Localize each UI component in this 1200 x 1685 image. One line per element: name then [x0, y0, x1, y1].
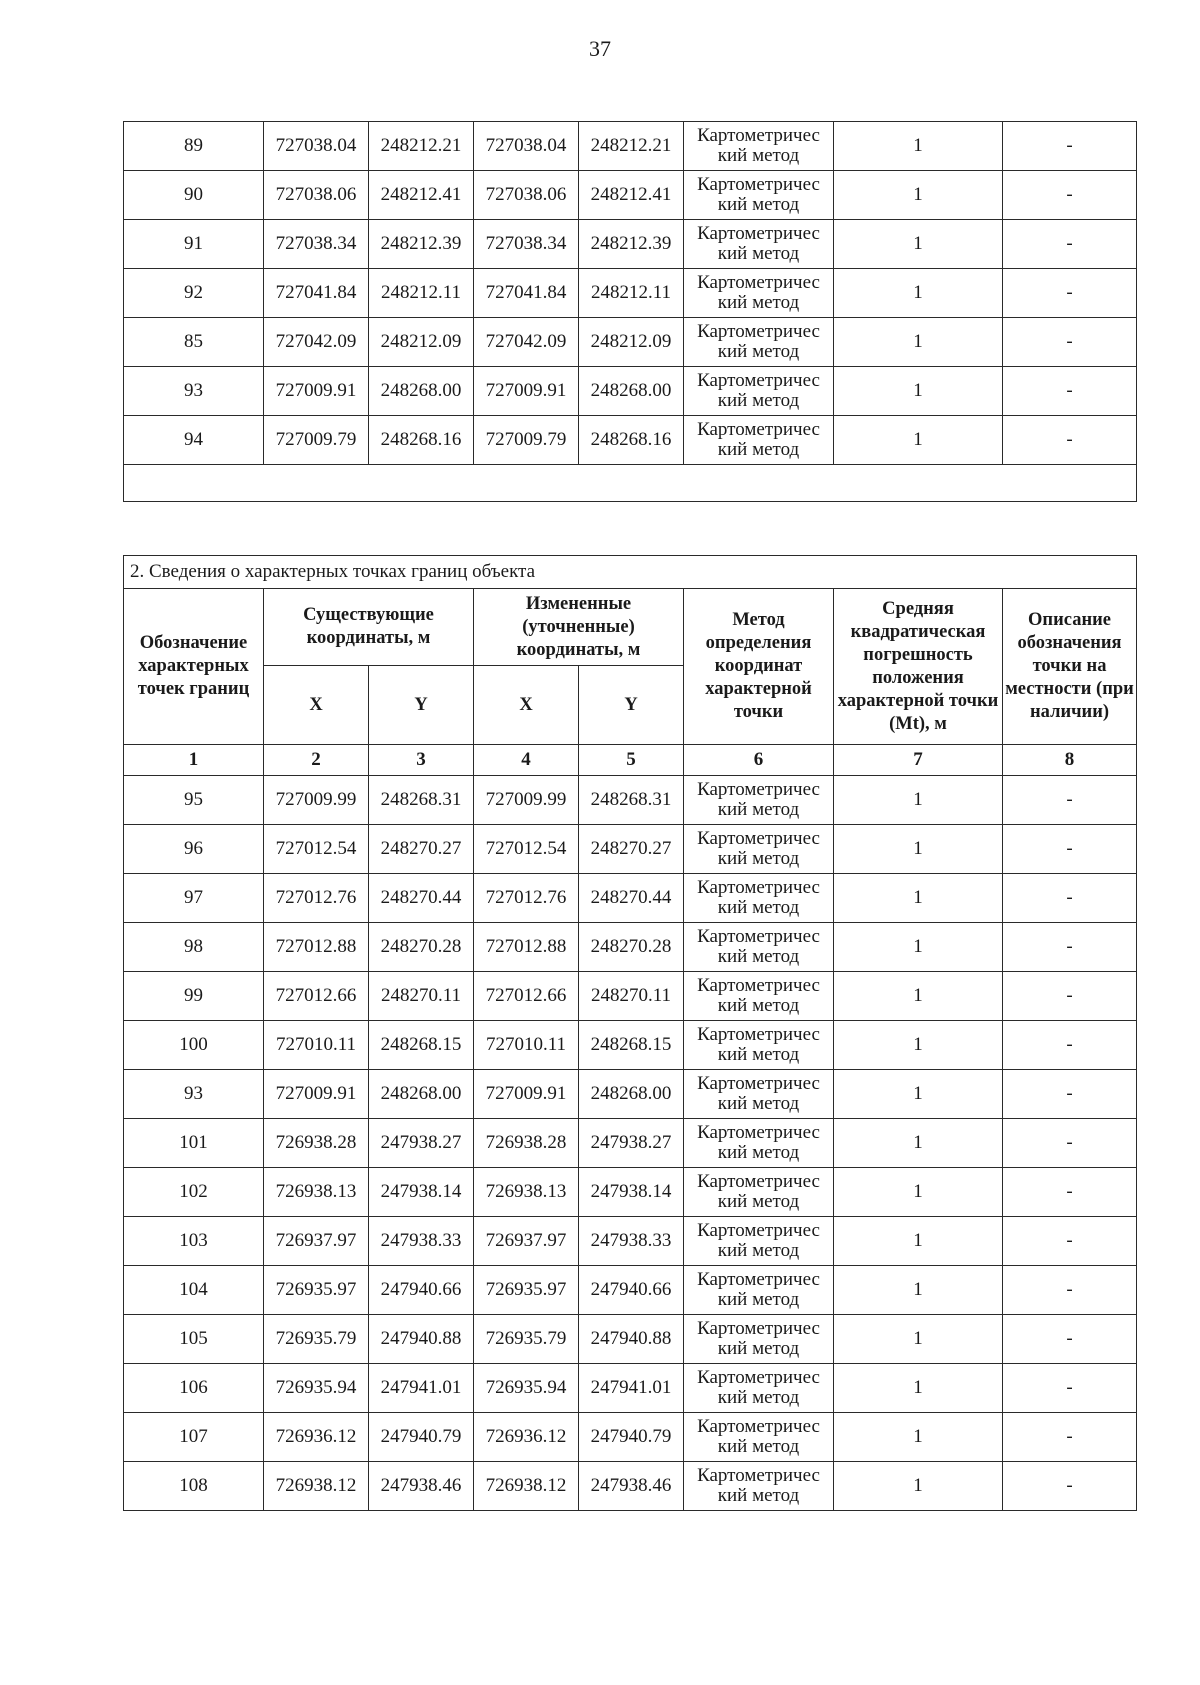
cell-method — [684, 1217, 834, 1266]
cell-changed-x: 727009.91 — [474, 1070, 579, 1119]
cell-method — [684, 269, 834, 318]
table-row — [124, 1070, 1137, 1119]
cell-description: - — [1003, 825, 1137, 874]
method-line: кий метод — [717, 1289, 800, 1310]
cell-changed-x: 726935.97 — [474, 1266, 579, 1315]
cell-existing-y: 248270.28 — [369, 923, 474, 972]
cell-description: - — [1003, 171, 1137, 220]
header-existing-y: Y — [369, 666, 474, 745]
cell-point: 108 — [124, 1462, 264, 1511]
cell-changed-y: 247940.88 — [579, 1315, 684, 1364]
table-row — [124, 776, 1137, 825]
method-line: кий метод — [717, 1485, 800, 1506]
cell-point: 102 — [124, 1168, 264, 1217]
cell-existing-y: 247941.01 — [369, 1364, 474, 1413]
top-table-body — [124, 122, 1137, 502]
method-line: Картометричес — [697, 1220, 820, 1241]
method-line: Картометричес — [697, 1318, 820, 1339]
cell-changed-x: 726938.28 — [474, 1119, 579, 1168]
cell-description: - — [1003, 1021, 1137, 1070]
cell-changed-x: 726937.97 — [474, 1217, 579, 1266]
cell-existing-x: 727009.91 — [264, 1070, 369, 1119]
cell-description: - — [1003, 776, 1137, 825]
method-line: кий метод — [717, 1142, 800, 1163]
cell-point: 93 — [124, 367, 264, 416]
cell-description: - — [1003, 1119, 1137, 1168]
column-number: 4 — [474, 745, 579, 776]
cell-description: - — [1003, 269, 1137, 318]
cell-changed-y: 247938.46 — [579, 1462, 684, 1511]
cell-method — [684, 1119, 834, 1168]
table-row — [124, 1462, 1137, 1511]
cell-existing-x: 727009.91 — [264, 367, 369, 416]
cell-changed-y: 247940.79 — [579, 1413, 684, 1462]
table-row — [124, 1168, 1137, 1217]
cell-mean-error: 1 — [834, 1070, 1003, 1119]
cell-existing-x: 727042.09 — [264, 318, 369, 367]
cell-mean-error: 1 — [834, 972, 1003, 1021]
method-line: Картометричес — [697, 223, 820, 244]
table-row — [124, 171, 1137, 220]
cell-changed-x: 727009.91 — [474, 367, 579, 416]
column-number-row — [124, 745, 1137, 776]
cell-description: - — [1003, 1413, 1137, 1462]
cell-existing-x: 727010.11 — [264, 1021, 369, 1070]
cell-existing-y: 248212.39 — [369, 220, 474, 269]
method-line: Картометричес — [697, 370, 820, 391]
method-line: Картометричес — [697, 779, 820, 800]
cell-existing-y: 248270.11 — [369, 972, 474, 1021]
method-line: Картометричес — [697, 1269, 820, 1290]
column-number: 6 — [684, 745, 834, 776]
cell-mean-error: 1 — [834, 1413, 1003, 1462]
method-line: Картометричес — [697, 1465, 820, 1486]
method-line: кий метод — [717, 1338, 800, 1359]
table-row — [124, 825, 1137, 874]
method-line: кий метод — [717, 1093, 800, 1114]
method-line: кий метод — [717, 1240, 800, 1261]
cell-existing-y: 247938.27 — [369, 1119, 474, 1168]
cell-existing-y: 247938.33 — [369, 1217, 474, 1266]
cell-existing-y: 247938.46 — [369, 1462, 474, 1511]
cell-point: 91 — [124, 220, 264, 269]
cell-mean-error: 1 — [834, 776, 1003, 825]
cell-mean-error: 1 — [834, 874, 1003, 923]
cell-existing-x: 727009.79 — [264, 416, 369, 465]
cell-changed-x: 727012.54 — [474, 825, 579, 874]
table-row — [124, 1217, 1137, 1266]
cell-existing-y: 248212.09 — [369, 318, 474, 367]
cell-existing-x: 727012.88 — [264, 923, 369, 972]
cell-existing-y: 248268.00 — [369, 367, 474, 416]
header-point-designation: Обозначение характерных точек границ — [124, 589, 264, 745]
cell-changed-x: 727010.11 — [474, 1021, 579, 1070]
cell-method — [684, 416, 834, 465]
cell-existing-x: 726938.13 — [264, 1168, 369, 1217]
cell-changed-y: 248270.27 — [579, 825, 684, 874]
table-row — [124, 1119, 1137, 1168]
cell-point: 103 — [124, 1217, 264, 1266]
cell-existing-x: 726936.12 — [264, 1413, 369, 1462]
cell-point: 95 — [124, 776, 264, 825]
cell-existing-y: 247940.88 — [369, 1315, 474, 1364]
cell-existing-x: 727012.54 — [264, 825, 369, 874]
method-line: Картометричес — [697, 975, 820, 996]
cell-point: 96 — [124, 825, 264, 874]
table-row — [124, 220, 1137, 269]
cell-existing-x: 727009.99 — [264, 776, 369, 825]
cell-changed-x: 727038.04 — [474, 122, 579, 171]
table-row — [124, 416, 1137, 465]
cell-mean-error: 1 — [834, 1462, 1003, 1511]
column-number: 5 — [579, 745, 684, 776]
method-line: кий метод — [717, 1044, 800, 1065]
cell-method — [684, 367, 834, 416]
cell-existing-y: 247938.14 — [369, 1168, 474, 1217]
method-line: Картометричес — [697, 926, 820, 947]
cell-changed-y: 247938.27 — [579, 1119, 684, 1168]
cell-method — [684, 776, 834, 825]
method-line: Картометричес — [697, 419, 820, 440]
cell-changed-y: 248270.11 — [579, 972, 684, 1021]
table-row — [124, 972, 1137, 1021]
cell-changed-y: 248212.41 — [579, 171, 684, 220]
method-line: кий метод — [717, 848, 800, 869]
method-line: кий метод — [717, 897, 800, 918]
cell-changed-y: 247940.66 — [579, 1266, 684, 1315]
table-header — [124, 556, 1137, 776]
method-line: Картометричес — [697, 125, 820, 146]
header-method: Метод определения координат характерной точки — [684, 589, 834, 745]
cell-mean-error: 1 — [834, 1168, 1003, 1217]
empty-cell — [124, 465, 1137, 502]
column-number: 8 — [1003, 745, 1137, 776]
cell-point: 99 — [124, 972, 264, 1021]
cell-point: 104 — [124, 1266, 264, 1315]
cell-existing-y: 247940.66 — [369, 1266, 474, 1315]
cell-method — [684, 171, 834, 220]
cell-description: - — [1003, 972, 1137, 1021]
cell-point: 98 — [124, 923, 264, 972]
cell-existing-x: 727038.34 — [264, 220, 369, 269]
cell-point: 89 — [124, 122, 264, 171]
cell-changed-x: 727038.34 — [474, 220, 579, 269]
cell-method — [684, 1168, 834, 1217]
cell-changed-y: 248270.44 — [579, 874, 684, 923]
table-row — [124, 1266, 1137, 1315]
cell-changed-y: 248268.00 — [579, 367, 684, 416]
method-line: Картометричес — [697, 272, 820, 293]
cell-existing-y: 248268.16 — [369, 416, 474, 465]
cell-method — [684, 1364, 834, 1413]
table-row — [124, 1413, 1137, 1462]
method-line: кий метод — [717, 194, 800, 215]
cell-description: - — [1003, 1315, 1137, 1364]
cell-method — [684, 874, 834, 923]
method-line: Картометричес — [697, 1073, 820, 1094]
method-line: кий метод — [717, 341, 800, 362]
method-line: кий метод — [717, 292, 800, 313]
cell-mean-error: 1 — [834, 1364, 1003, 1413]
header-mean-error: Средняя квадратическая погрешность положения характерной точки (Mt), м — [834, 589, 1003, 745]
method-line: кий метод — [717, 1191, 800, 1212]
cell-changed-y: 248268.16 — [579, 416, 684, 465]
cell-method — [684, 1021, 834, 1070]
cell-point: 107 — [124, 1413, 264, 1462]
cell-existing-x: 727038.06 — [264, 171, 369, 220]
method-line: кий метод — [717, 439, 800, 460]
cell-changed-y: 248268.15 — [579, 1021, 684, 1070]
cell-description: - — [1003, 923, 1137, 972]
method-line: кий метод — [717, 243, 800, 264]
cell-changed-x: 726938.13 — [474, 1168, 579, 1217]
cell-existing-y: 248212.41 — [369, 171, 474, 220]
cell-mean-error: 1 — [834, 1315, 1003, 1364]
cell-changed-x: 726935.94 — [474, 1364, 579, 1413]
method-line: кий метод — [717, 799, 800, 820]
table-row — [124, 318, 1137, 367]
cell-method — [684, 1070, 834, 1119]
cell-description: - — [1003, 122, 1137, 171]
cell-description: - — [1003, 416, 1137, 465]
header-existing-coordinates: Существующие координаты, м — [264, 589, 474, 666]
cell-mean-error: 1 — [834, 1266, 1003, 1315]
cell-point: 92 — [124, 269, 264, 318]
cell-existing-y: 248268.31 — [369, 776, 474, 825]
cell-existing-y: 248270.44 — [369, 874, 474, 923]
cell-changed-x: 727042.09 — [474, 318, 579, 367]
cell-existing-x: 727012.76 — [264, 874, 369, 923]
cell-existing-y: 248212.11 — [369, 269, 474, 318]
cell-existing-x: 726935.79 — [264, 1315, 369, 1364]
cell-point: 100 — [124, 1021, 264, 1070]
cell-changed-x: 727012.76 — [474, 874, 579, 923]
cell-point: 90 — [124, 171, 264, 220]
cell-existing-x: 726935.97 — [264, 1266, 369, 1315]
cell-mean-error: 1 — [834, 1119, 1003, 1168]
cell-point: 85 — [124, 318, 264, 367]
column-number: 2 — [264, 745, 369, 776]
cell-mean-error: 1 — [834, 825, 1003, 874]
cell-description: - — [1003, 1168, 1137, 1217]
cell-changed-y: 248212.21 — [579, 122, 684, 171]
table-row — [124, 874, 1137, 923]
cell-changed-x: 727012.66 — [474, 972, 579, 1021]
cell-changed-y: 248270.28 — [579, 923, 684, 972]
method-line: Картометричес — [697, 1024, 820, 1045]
cell-changed-x: 727012.88 — [474, 923, 579, 972]
cell-description: - — [1003, 1070, 1137, 1119]
cell-method — [684, 318, 834, 367]
cell-changed-y: 248212.11 — [579, 269, 684, 318]
cell-changed-x: 726935.79 — [474, 1315, 579, 1364]
method-line: Картометричес — [697, 174, 820, 195]
header-changed-y: Y — [579, 666, 684, 745]
cell-method — [684, 972, 834, 1021]
cell-changed-y: 247941.01 — [579, 1364, 684, 1413]
empty-row — [124, 465, 1137, 502]
method-line: Картометричес — [697, 828, 820, 849]
cell-point: 105 — [124, 1315, 264, 1364]
cell-mean-error: 1 — [834, 220, 1003, 269]
main-table-body — [124, 776, 1137, 1511]
cell-mean-error: 1 — [834, 269, 1003, 318]
cell-mean-error: 1 — [834, 1217, 1003, 1266]
method-line: Картометричес — [697, 877, 820, 898]
cell-changed-x: 727038.06 — [474, 171, 579, 220]
cell-method — [684, 923, 834, 972]
cell-mean-error: 1 — [834, 318, 1003, 367]
table-row — [124, 367, 1137, 416]
cell-changed-x: 727009.79 — [474, 416, 579, 465]
cell-point: 106 — [124, 1364, 264, 1413]
column-number: 1 — [124, 745, 264, 776]
column-number: 3 — [369, 745, 474, 776]
cell-method — [684, 1315, 834, 1364]
table-row — [124, 122, 1137, 171]
cell-existing-y: 247940.79 — [369, 1413, 474, 1462]
cell-method — [684, 1462, 834, 1511]
cell-description: - — [1003, 874, 1137, 923]
method-line: кий метод — [717, 145, 800, 166]
cell-mean-error: 1 — [834, 367, 1003, 416]
method-line: кий метод — [717, 1387, 800, 1408]
cell-existing-y: 248268.00 — [369, 1070, 474, 1119]
cell-changed-x: 726936.12 — [474, 1413, 579, 1462]
method-line: Картометричес — [697, 1367, 820, 1388]
cell-description: - — [1003, 1364, 1137, 1413]
cell-method — [684, 122, 834, 171]
cell-changed-x: 727009.99 — [474, 776, 579, 825]
cell-existing-x: 726935.94 — [264, 1364, 369, 1413]
cell-point: 94 — [124, 416, 264, 465]
cell-description: - — [1003, 1266, 1137, 1315]
cell-changed-x: 727041.84 — [474, 269, 579, 318]
table-row — [124, 923, 1137, 972]
cell-existing-x: 727012.66 — [264, 972, 369, 1021]
cell-point: 93 — [124, 1070, 264, 1119]
method-line: кий метод — [717, 995, 800, 1016]
cell-existing-y: 248268.15 — [369, 1021, 474, 1070]
cell-existing-x: 727041.84 — [264, 269, 369, 318]
page-number: 37 — [589, 36, 611, 61]
characteristic-points-table — [123, 555, 1137, 1511]
header-existing-x: X — [264, 666, 369, 745]
cell-point: 97 — [124, 874, 264, 923]
cell-mean-error: 1 — [834, 416, 1003, 465]
cell-existing-x: 726938.28 — [264, 1119, 369, 1168]
cell-changed-y: 248268.31 — [579, 776, 684, 825]
cell-changed-y: 248268.00 — [579, 1070, 684, 1119]
method-line: кий метод — [717, 946, 800, 967]
table-row — [124, 1364, 1137, 1413]
method-line: Картометричес — [697, 1416, 820, 1437]
cell-description: - — [1003, 1217, 1137, 1266]
cell-method — [684, 220, 834, 269]
cell-mean-error: 1 — [834, 1021, 1003, 1070]
cell-changed-y: 247938.33 — [579, 1217, 684, 1266]
header-changed-x: X — [474, 666, 579, 745]
cell-changed-x: 726938.12 — [474, 1462, 579, 1511]
header-changed-coordinates: Измененные (уточненные) координаты, м — [474, 589, 684, 666]
cell-method — [684, 825, 834, 874]
cell-changed-y: 247938.14 — [579, 1168, 684, 1217]
method-line: Картометричес — [697, 321, 820, 342]
cell-mean-error: 1 — [834, 122, 1003, 171]
cell-description: - — [1003, 318, 1137, 367]
cell-existing-x: 727038.04 — [264, 122, 369, 171]
method-line: Картометричес — [697, 1122, 820, 1143]
cell-existing-x: 726938.12 — [264, 1462, 369, 1511]
section-title: 2. Сведения о характерных точках границ объекта — [124, 556, 1137, 589]
method-line: кий метод — [717, 1436, 800, 1457]
column-number: 7 — [834, 745, 1003, 776]
cell-description: - — [1003, 220, 1137, 269]
table-row — [124, 269, 1137, 318]
cell-existing-y: 248212.21 — [369, 122, 474, 171]
cell-description: - — [1003, 367, 1137, 416]
method-line: кий метод — [717, 390, 800, 411]
cell-changed-y: 248212.39 — [579, 220, 684, 269]
cell-mean-error: 1 — [834, 923, 1003, 972]
cell-existing-x: 726937.97 — [264, 1217, 369, 1266]
header-description: Описание обозначения точки на местности (при наличии) — [1003, 589, 1137, 745]
table-row — [124, 1315, 1137, 1364]
cell-point: 101 — [124, 1119, 264, 1168]
cell-changed-y: 248212.09 — [579, 318, 684, 367]
top-coordinates-table — [123, 121, 1137, 502]
method-line: Картометричес — [697, 1171, 820, 1192]
cell-mean-error: 1 — [834, 171, 1003, 220]
cell-description: - — [1003, 1462, 1137, 1511]
cell-method — [684, 1266, 834, 1315]
cell-existing-y: 248270.27 — [369, 825, 474, 874]
table-row — [124, 1021, 1137, 1070]
cell-method — [684, 1413, 834, 1462]
